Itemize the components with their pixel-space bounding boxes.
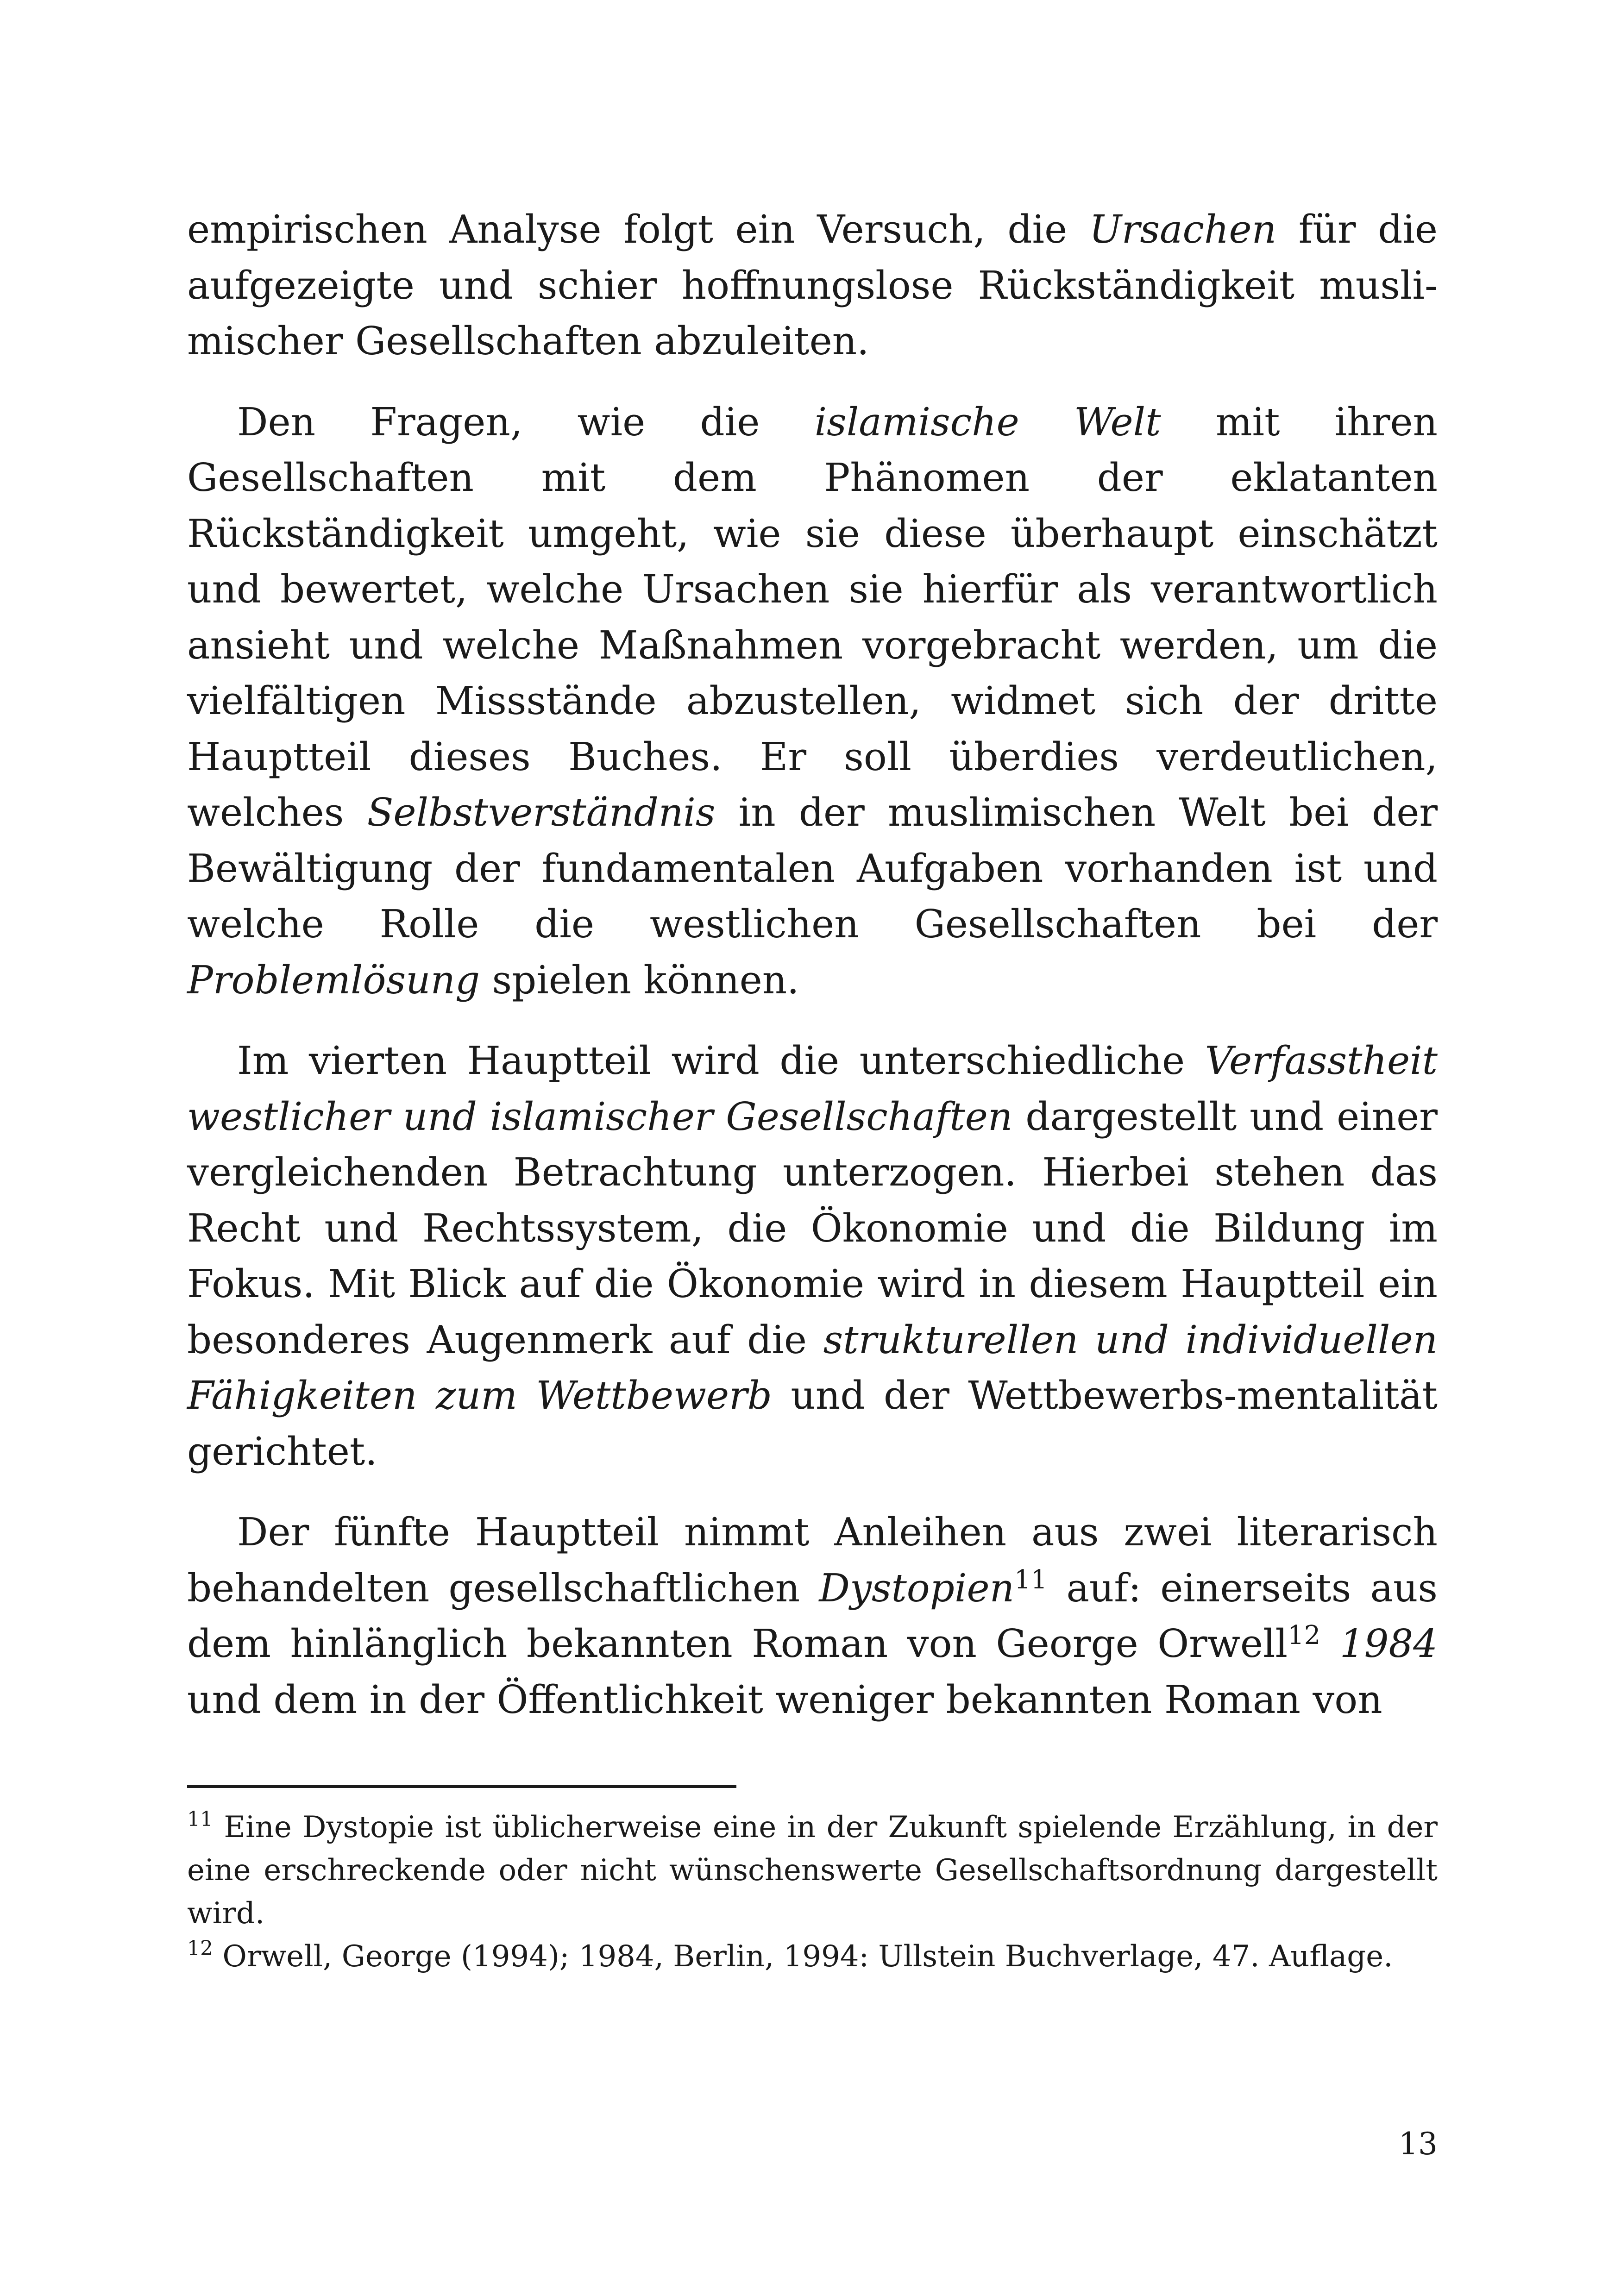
paragraph-3-emphasis-2: strukturellen und individuellen Fähigkeiten zum Wettbewerb: [187, 1317, 1438, 1418]
footnote-reference-11[interactable]: 11: [1014, 1564, 1048, 1595]
paragraph-4-emphasis-1: Dystopien: [819, 1565, 1015, 1611]
paragraph-2-text-c: in der muslimischen Welt bei der Bewältigung der fundamentalen Aufgaben vorhanden ist und welche Rolle die westlichen Gesellschaften bei der: [187, 790, 1438, 947]
footnote-reference-12[interactable]: 12: [1288, 1620, 1321, 1650]
paragraph-2-emphasis-1: islamische Welt: [814, 399, 1161, 445]
paragraph-2-text-d: spielen können.: [480, 957, 799, 1003]
paragraph-4: [187, 1505, 1438, 1728]
footnote-text: Eine Dystopie ist üblicherweise eine in der Zukunft spielende Erzählung, in der eine erschreckende oder nicht wünschenswerte Gesellschaftsordnung dargestellt wird.: [187, 1810, 1438, 1931]
paragraph-1-text-b: für die aufgezeigte und schier hoffnungslose Rückständigkeit muslimischer Gesellschaften abzuleiten.: [187, 207, 1438, 364]
paragraph-1-emphasis-1: Ursachen: [1089, 207, 1277, 252]
paragraph-2-emphasis-3: Problemlösung: [187, 957, 480, 1003]
paragraph-4-emphasis-2: 1984: [1339, 1621, 1438, 1666]
paragraph-4-text-d: und dem in der Öffentlichkeit weniger bekannten Roman von: [187, 1677, 1382, 1722]
main-text: [187, 202, 1438, 1728]
footnote-number: 11: [187, 1807, 213, 1831]
paragraph-1-text-a: empirischen Analyse folgt ein Versuch, die: [187, 207, 1089, 252]
paragraph-4-text-b: auf: einerseits aus dem hinlänglich bekannten Roman von George Orwell: [187, 1565, 1438, 1666]
footnotes: [187, 1806, 1438, 1978]
paragraph-4-text-c: [1320, 1621, 1339, 1666]
paragraph-4-text-a: Der fünfte Hauptteil nimmt Anleihen aus zwei literarisch behandelten gesellschaftlichen: [187, 1510, 1438, 1611]
footnote-text: Orwell, George (1994); 1984, Berlin, 1994: Ullstein Buchverlage, 47. Auflage.: [213, 1939, 1393, 1974]
footnote-11: [187, 1806, 1438, 1935]
footnote-12: [187, 1935, 1438, 1978]
paragraph-3-text-c: und der Wettbewerbs-mentalität gerichtet.: [187, 1373, 1438, 1474]
paragraph-3-text-b: dargestellt und einer vergleichenden Betrachtung unterzogen. Hierbei stehen das Recht und Rechtssystem, die Ökonomie und die Bildung im Fokus. Mit Blick auf die Ökonomie wird in diesem Hauptteil ein besonderes Augenmerk auf die: [187, 1094, 1438, 1362]
paragraph-3: [187, 1033, 1438, 1480]
paragraph-2-text-a: Den Fragen, wie die: [237, 399, 815, 445]
paragraph-1: [187, 202, 1438, 370]
paragraph-3-emphasis-1: Verfasstheit westlicher und islamischer Gesellschaften: [187, 1038, 1438, 1139]
paragraph-3-text-a: Im vierten Hauptteil wird die unterschiedliche: [237, 1038, 1205, 1083]
page-number: 13: [1399, 2126, 1438, 2162]
paragraph-2-emphasis-2: Selbstverständnis: [367, 790, 716, 835]
footnote-separator: [187, 1785, 736, 1788]
paragraph-2: [187, 395, 1438, 1009]
paragraph-2-text-b: mit ihren Gesellschaften mit dem Phänomen der eklatanten Rückständigkeit umgeht, wie sie diese überhaupt einschätzt und bewertet, welche Ursachen sie hierfür als verantwortlich ansieht und welche Maßnahmen vorgebracht werden, um die vielfältigen Missstände abzustellen, widmet sich der dritte Hauptteil dieses Buches. Er soll überdies verdeutlichen, welches: [187, 399, 1438, 835]
footnote-number: 12: [187, 1937, 213, 1960]
